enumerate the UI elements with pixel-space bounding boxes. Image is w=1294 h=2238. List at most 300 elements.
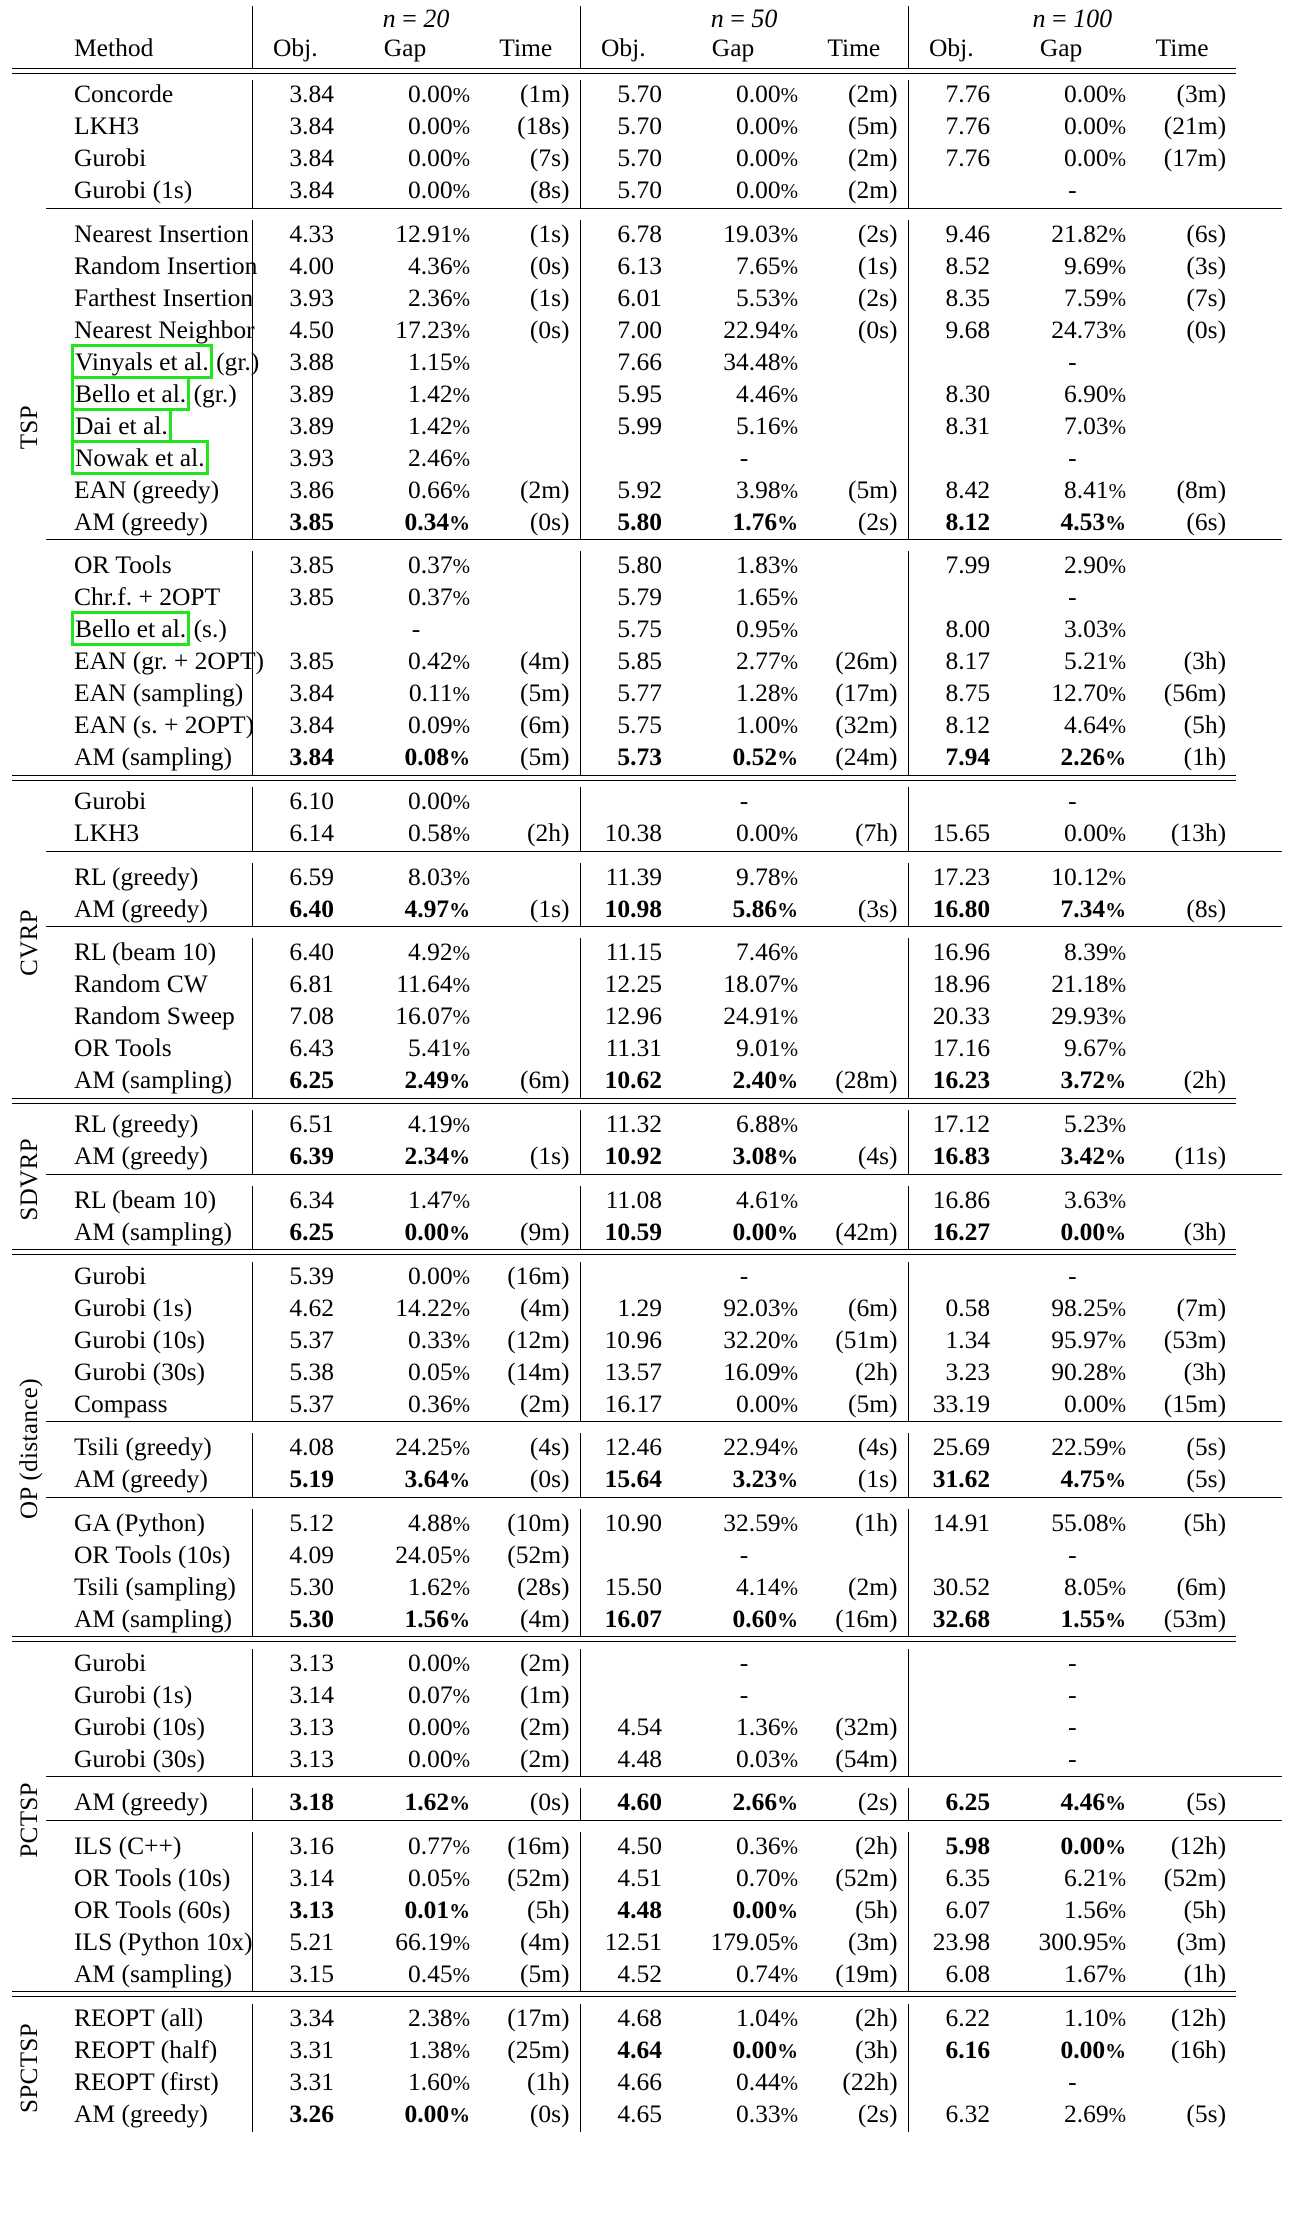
- percent-symbol: %: [452, 350, 470, 375]
- citation-highlight[interactable]: Nowak et al.: [75, 442, 205, 472]
- runtime-value: [800, 1110, 908, 1142]
- percent-symbol: %: [449, 1468, 470, 1492]
- method-name: Gurobi (10s): [74, 1711, 206, 1741]
- gap-value: 3.08%: [732, 1141, 799, 1170]
- objective-value: 6.08: [908, 1960, 994, 1992]
- gap-value: 0.36%: [407, 1388, 470, 1418]
- percent-symbol: %: [452, 1715, 470, 1740]
- gap-value: 0.05%: [407, 1862, 470, 1892]
- runtime-value: (2h): [855, 2002, 898, 2032]
- gap-value: 300.95%: [1038, 1926, 1127, 1956]
- objective-value: 18.96: [908, 970, 994, 1002]
- runtime-value: (52m): [507, 1539, 570, 1569]
- gap-value: 4.61%: [735, 1184, 799, 1214]
- objective-value: 3.93: [252, 284, 338, 316]
- percent-symbol: %: [777, 1607, 799, 1632]
- method-name: Gurobi: [74, 143, 147, 172]
- percent-symbol: %: [1108, 1296, 1127, 1321]
- percent-symbol: %: [780, 179, 799, 203]
- objective-value: 4.62: [252, 1294, 338, 1326]
- runtime-value: (42m): [835, 1216, 898, 1246]
- runtime-value: (2s): [857, 1787, 898, 1816]
- objective-value: 4.52: [580, 1960, 666, 1992]
- objective-value: 3.13: [252, 1649, 338, 1681]
- runtime-value: (0s): [529, 1464, 570, 1493]
- runtime-value: (3h): [1183, 1356, 1227, 1386]
- gap-value: 24.91%: [723, 1001, 799, 1030]
- gap-value: 2.34%: [404, 1141, 470, 1170]
- objective-value: 5.37: [252, 1326, 338, 1358]
- percent-symbol: %: [1108, 1392, 1127, 1417]
- method-name: Nearest Neighbor: [74, 314, 255, 344]
- gap-value: 0.00%: [404, 2098, 470, 2128]
- runtime-value: (5h): [1183, 1507, 1227, 1537]
- method-name: Random Sweep: [74, 1001, 235, 1030]
- runtime-value: (5m): [519, 1958, 570, 1988]
- percent-symbol: %: [452, 822, 470, 846]
- percent-symbol: %: [1108, 822, 1127, 846]
- no-data-dash: -: [580, 1541, 908, 1573]
- runtime-value: (16h): [1170, 2034, 1227, 2064]
- rule: [46, 1498, 1282, 1509]
- percent-symbol: %: [452, 714, 470, 738]
- objective-value: 5.12: [252, 1509, 338, 1541]
- percent-symbol: %: [452, 222, 470, 247]
- runtime-value: (56m): [1163, 678, 1227, 707]
- percent-symbol: %: [777, 510, 799, 535]
- table-row: [12, 1294, 1282, 1326]
- table-row: [12, 1358, 1282, 1390]
- gap-value: 0.66%: [407, 474, 470, 504]
- runtime-value: [472, 938, 580, 970]
- method-name: [46, 444, 252, 476]
- header-obj-50: Obj.: [580, 35, 666, 68]
- gap-value: 34.48%: [723, 346, 799, 376]
- percent-symbol: %: [780, 1511, 799, 1536]
- objective-value: 4.08: [252, 1433, 338, 1465]
- runtime-value: (1m): [519, 79, 570, 108]
- objective-value: 17.12: [908, 1110, 994, 1142]
- gap-value: 0.33%: [735, 2098, 799, 2128]
- objective-value: 11.08: [580, 1186, 666, 1218]
- objective-value: 14.91: [908, 1509, 994, 1541]
- gap-value: 0.70%: [735, 1862, 799, 1892]
- objective-value: 12.96: [580, 1002, 666, 1034]
- percent-symbol: %: [780, 1930, 799, 1955]
- objective-value: 6.16: [908, 2036, 994, 2068]
- percent-symbol: %: [449, 1791, 470, 1815]
- table-row: [12, 112, 1282, 144]
- percent-symbol: %: [780, 382, 799, 407]
- runtime-value: (2h): [855, 1356, 898, 1386]
- gap-value: 5.16%: [735, 410, 799, 440]
- table-row: [12, 1066, 1282, 1098]
- percent-symbol: %: [1108, 1866, 1127, 1891]
- runtime-value: (1h): [527, 2066, 570, 2096]
- objective-value: 5.70: [580, 144, 666, 176]
- objective-value: 20.33: [908, 1002, 994, 1034]
- gap-value: 22.59%: [1051, 1432, 1127, 1461]
- runtime-value: (2m): [519, 1711, 570, 1741]
- objective-value: 3.84: [252, 144, 338, 176]
- runtime-value: [800, 1002, 908, 1034]
- objective-value: 6.32: [908, 2100, 994, 2132]
- percent-symbol: %: [452, 382, 470, 407]
- runtime-value: [472, 380, 580, 412]
- objective-value: 6.78: [580, 220, 666, 252]
- objective-value: 5.30: [252, 1573, 338, 1605]
- gap-value: 0.08%: [404, 742, 470, 771]
- runtime-value: (5m): [519, 678, 570, 707]
- gap-value: 0.00%: [1064, 1388, 1127, 1418]
- gap-value: 0.00%: [732, 1216, 799, 1246]
- runtime-value: (19m): [835, 1958, 898, 1988]
- objective-value: 33.19: [908, 1390, 994, 1422]
- citation-highlight[interactable]: Dai et al.: [75, 410, 168, 440]
- percent-symbol: %: [1108, 254, 1127, 279]
- objective-value: 13.57: [580, 1358, 666, 1390]
- table-row: [12, 444, 1282, 476]
- runtime-value: [472, 348, 580, 380]
- runtime-value: (6m): [847, 1292, 898, 1322]
- percent-symbol: %: [452, 1436, 470, 1460]
- objective-value: 32.68: [908, 1605, 994, 1637]
- percent-symbol: %: [1108, 1930, 1127, 1955]
- gap-value: 0.74%: [735, 1958, 799, 1988]
- runtime-value: (7m): [1176, 1292, 1227, 1322]
- objective-value: 6.81: [252, 970, 338, 1002]
- objective-value: 5.70: [580, 112, 666, 144]
- objective-value: 6.07: [908, 1896, 994, 1928]
- method-name: Random CW: [74, 969, 208, 998]
- objective-value: 8.00: [908, 615, 994, 647]
- table-header: [12, 6, 1282, 68]
- objective-value: 5.19: [252, 1465, 338, 1497]
- runtime-value: (2m): [847, 1571, 898, 1601]
- runtime-value: (22h): [842, 2066, 898, 2096]
- runtime-value: [472, 412, 580, 444]
- method-name: AM (greedy): [74, 1464, 208, 1493]
- objective-value: 6.14: [252, 819, 338, 851]
- spacer: [12, 1821, 1282, 1832]
- table-row: [12, 1465, 1282, 1497]
- runtime-value: (2s): [857, 506, 898, 536]
- percent-symbol: %: [777, 2038, 799, 2063]
- gap-value: 0.00%: [407, 1647, 470, 1677]
- runtime-value: (17m): [835, 678, 898, 707]
- method-name: Gurobi: [74, 1647, 147, 1677]
- method-name: AM (sampling): [74, 1065, 232, 1094]
- percent-symbol: %: [452, 1360, 470, 1385]
- objective-value: 6.40: [252, 895, 338, 927]
- runtime-value: (1h): [1183, 742, 1227, 771]
- objective-value: 5.79: [580, 583, 666, 615]
- objective-value: 23.98: [908, 1928, 994, 1960]
- gap-value: 9.67%: [1064, 1033, 1127, 1062]
- header-time-50: Time: [827, 33, 881, 62]
- objective-value: 6.25: [252, 1218, 338, 1250]
- method-name: AM (greedy): [74, 1141, 208, 1170]
- runtime-value: (2h): [855, 1830, 898, 1860]
- runtime-value: (3s): [1186, 250, 1227, 280]
- runtime-value: (8s): [529, 175, 570, 204]
- objective-value: 7.76: [908, 112, 994, 144]
- objective-value: 16.83: [908, 1142, 994, 1174]
- percent-symbol: %: [452, 650, 470, 674]
- percent-symbol: %: [780, 1296, 799, 1321]
- percent-symbol: %: [780, 1392, 799, 1417]
- method-name: RL (greedy): [74, 1109, 199, 1138]
- method-name: RL (greedy): [74, 861, 199, 891]
- runtime-value: (4m): [519, 1926, 570, 1956]
- objective-value: 4.51: [580, 1864, 666, 1896]
- citation-highlight[interactable]: Bello et al.: [75, 614, 187, 643]
- percent-symbol: %: [780, 822, 799, 846]
- percent-symbol: %: [452, 1543, 470, 1568]
- gap-value: 179.05%: [710, 1926, 799, 1956]
- runtime-value: (2m): [847, 79, 898, 108]
- gap-value: 2.38%: [407, 2002, 470, 2032]
- table-row: [12, 2100, 1282, 2132]
- method-name: LKH3: [74, 818, 140, 847]
- runtime-value: (8m): [1176, 474, 1227, 504]
- runtime-value: [1128, 1034, 1236, 1066]
- section-label-text: SDVRP: [15, 1138, 43, 1221]
- runtime-value: (7h): [855, 818, 898, 847]
- percent-symbol: %: [1108, 650, 1127, 674]
- runtime-value: (5h): [527, 1894, 570, 1924]
- method-name: AM (greedy): [74, 893, 208, 923]
- percent-symbol: %: [1108, 1575, 1127, 1600]
- table-row: [12, 1960, 1282, 1992]
- runtime-value: (13h): [1170, 818, 1227, 847]
- gap-value: 1.10%: [1064, 2002, 1127, 2032]
- objective-value: 7.66: [580, 348, 666, 380]
- objective-value: 16.96: [908, 938, 994, 970]
- gap-value: 32.20%: [723, 1324, 799, 1354]
- percent-symbol: %: [452, 586, 470, 610]
- objective-value: 3.93: [252, 444, 338, 476]
- objective-value: 10.96: [580, 1326, 666, 1358]
- table-row: [12, 1605, 1282, 1637]
- runtime-value: (21m): [1163, 111, 1227, 140]
- objective-value: 8.30: [908, 380, 994, 412]
- objective-value: 7.76: [908, 144, 994, 176]
- objective-value: 10.38: [580, 819, 666, 851]
- percent-symbol: %: [1105, 2038, 1127, 2063]
- objective-value: 15.50: [580, 1573, 666, 1605]
- percent-symbol: %: [449, 897, 470, 922]
- objective-value: 10.92: [580, 1142, 666, 1174]
- percent-symbol: %: [777, 1069, 799, 1093]
- objective-value: 3.89: [252, 380, 338, 412]
- rule: [12, 1255, 1236, 1262]
- objective-value: 8.35: [908, 284, 994, 316]
- percent-symbol: %: [452, 1651, 470, 1676]
- no-data-dash: -: [580, 1681, 908, 1713]
- runtime-value: (6m): [519, 710, 570, 739]
- gap-value: 0.00%: [735, 818, 799, 847]
- percent-symbol: %: [1108, 2006, 1127, 2031]
- percent-symbol: %: [452, 554, 470, 578]
- method-name: AM (sampling): [74, 1958, 232, 1988]
- gap-value: 4.97%: [404, 893, 470, 923]
- results-table: [12, 6, 1282, 2132]
- runtime-value: (18s): [517, 111, 570, 140]
- method-name: Gurobi (1s): [74, 175, 193, 204]
- rule: [46, 1821, 1282, 1832]
- objective-value: 9.46: [908, 220, 994, 252]
- method-name: AM (sampling): [74, 1216, 232, 1246]
- percent-symbol: %: [777, 1220, 799, 1245]
- table-row: [12, 380, 1282, 412]
- header-method: Method: [74, 33, 154, 62]
- gap-value: 4.92%: [407, 937, 470, 966]
- section-label-pctsp: [12, 1649, 46, 1992]
- gap-value: 12.91%: [395, 218, 470, 248]
- gap-value: 0.00%: [1060, 2034, 1127, 2064]
- runtime-value: (6m): [1176, 1571, 1227, 1601]
- objective-value: 3.85: [252, 551, 338, 583]
- objective-value: 3.86: [252, 476, 338, 508]
- percent-symbol: %: [1105, 1069, 1127, 1093]
- runtime-value: (2h): [527, 818, 570, 847]
- table-row: [12, 412, 1282, 444]
- no-data-dash: -: [908, 583, 1236, 615]
- runtime-value: (1s): [857, 250, 898, 280]
- percent-symbol: %: [1108, 2102, 1127, 2127]
- percent-symbol: %: [780, 1360, 799, 1385]
- table-row: [12, 1390, 1282, 1422]
- objective-value: 5.98: [908, 1832, 994, 1864]
- objective-value: 3.26: [252, 2100, 338, 2132]
- method-name: Tsili (sampling): [74, 1571, 236, 1601]
- percent-symbol: %: [452, 2038, 470, 2063]
- gap-value: 1.65%: [735, 582, 799, 611]
- gap-value: 5.23%: [1064, 1109, 1127, 1138]
- no-data-dash: -: [580, 444, 908, 476]
- gap-value: 2.40%: [732, 1065, 799, 1094]
- spacer: [12, 1175, 1282, 1186]
- runtime-value: (28s): [517, 1571, 570, 1601]
- percent-symbol: %: [780, 318, 799, 343]
- runtime-value: (24m): [835, 742, 898, 771]
- objective-value: 10.90: [580, 1509, 666, 1541]
- runtime-value: [1128, 970, 1236, 1002]
- objective-value: 8.75: [908, 679, 994, 711]
- runtime-value: [1128, 380, 1236, 412]
- percent-symbol: %: [452, 286, 470, 311]
- percent-symbol: %: [1108, 941, 1127, 965]
- header-n-50: n = 50: [580, 6, 908, 35]
- runtime-value: (2s): [857, 282, 898, 312]
- percent-symbol: %: [1108, 286, 1127, 311]
- objective-value: 3.88: [252, 348, 338, 380]
- objective-value: 7.08: [252, 1002, 338, 1034]
- table-row: [12, 316, 1282, 348]
- objective-value: 12.51: [580, 1928, 666, 1960]
- header-obj-100: Obj.: [908, 35, 994, 68]
- citation-highlight[interactable]: Vinyals et al.: [75, 346, 209, 376]
- method-name: OR Tools (10s): [74, 1862, 231, 1892]
- runtime-value: [1128, 412, 1236, 444]
- gap-value: 95.97%: [1051, 1324, 1127, 1354]
- citation-highlight[interactable]: Bello et al.: [75, 378, 187, 408]
- percent-symbol: %: [1108, 414, 1127, 439]
- method-name: Gurobi: [74, 1260, 147, 1290]
- gap-value: 14.22%: [395, 1292, 470, 1322]
- percent-symbol: %: [1108, 1113, 1127, 1137]
- header-spacer-method: [46, 6, 252, 35]
- objective-value: 4.33: [252, 220, 338, 252]
- gap-value: 0.00%: [732, 2034, 799, 2064]
- gap-value: 7.03%: [1064, 410, 1127, 440]
- method-name: Gurobi (10s): [74, 1324, 206, 1354]
- objective-value: 5.75: [580, 615, 666, 647]
- gap-value: 21.82%: [1051, 218, 1127, 248]
- method-name: OR Tools (60s): [74, 1894, 231, 1924]
- percent-symbol: %: [452, 446, 470, 471]
- percent-symbol: %: [452, 414, 470, 439]
- header-spacer-group-2: [12, 35, 46, 68]
- table-row: [12, 1713, 1282, 1745]
- objective-value: 3.23: [908, 1358, 994, 1390]
- runtime-value: [472, 970, 580, 1002]
- percent-symbol: %: [1108, 1962, 1127, 1987]
- table-row: [12, 1509, 1282, 1541]
- percent-symbol: %: [777, 1145, 799, 1169]
- runtime-value: (32m): [835, 710, 898, 739]
- runtime-value: (6s): [1186, 506, 1227, 536]
- runtime-value: [800, 348, 908, 380]
- table-row: [12, 476, 1282, 508]
- gap-value: 2.77%: [735, 646, 799, 675]
- no-data-dash: -: [908, 176, 1236, 208]
- gap-value: 0.60%: [732, 1603, 799, 1633]
- gap-value: 0.00%: [407, 111, 470, 140]
- objective-value: 12.46: [580, 1433, 666, 1465]
- runtime-value: (1h): [1183, 1958, 1227, 1988]
- spacer: [12, 780, 1282, 787]
- runtime-value: (0s): [529, 1787, 570, 1816]
- percent-symbol: %: [452, 1005, 470, 1029]
- objective-value: 8.52: [908, 252, 994, 284]
- gap-value: 0.36%: [735, 1830, 799, 1860]
- objective-value: 7.94: [908, 743, 994, 775]
- percent-symbol: %: [777, 897, 799, 922]
- percent-symbol: %: [780, 350, 799, 375]
- runtime-value: (1h): [855, 1507, 898, 1537]
- percent-symbol: %: [452, 1113, 470, 1137]
- runtime-value: (9m): [519, 1216, 570, 1246]
- objective-value: 5.75: [580, 711, 666, 743]
- percent-symbol: %: [1105, 1145, 1127, 1169]
- percent-symbol: %: [780, 618, 799, 642]
- gap-value: 9.69%: [1064, 250, 1127, 280]
- objective-value: 5.37: [252, 1390, 338, 1422]
- gap-value: 3.64%: [404, 1464, 470, 1493]
- percent-symbol: %: [780, 1005, 799, 1029]
- runtime-value: (26m): [835, 646, 898, 675]
- runtime-value: (25m): [507, 2034, 570, 2064]
- objective-value: 3.85: [252, 647, 338, 679]
- runtime-value: [472, 1110, 580, 1142]
- header-gap-50: Gap: [711, 33, 755, 62]
- gap-value: 1.60%: [407, 2066, 470, 2096]
- percent-symbol: %: [780, 254, 799, 279]
- section-label-cvrp: [12, 787, 46, 1098]
- percent-symbol: %: [452, 1866, 470, 1891]
